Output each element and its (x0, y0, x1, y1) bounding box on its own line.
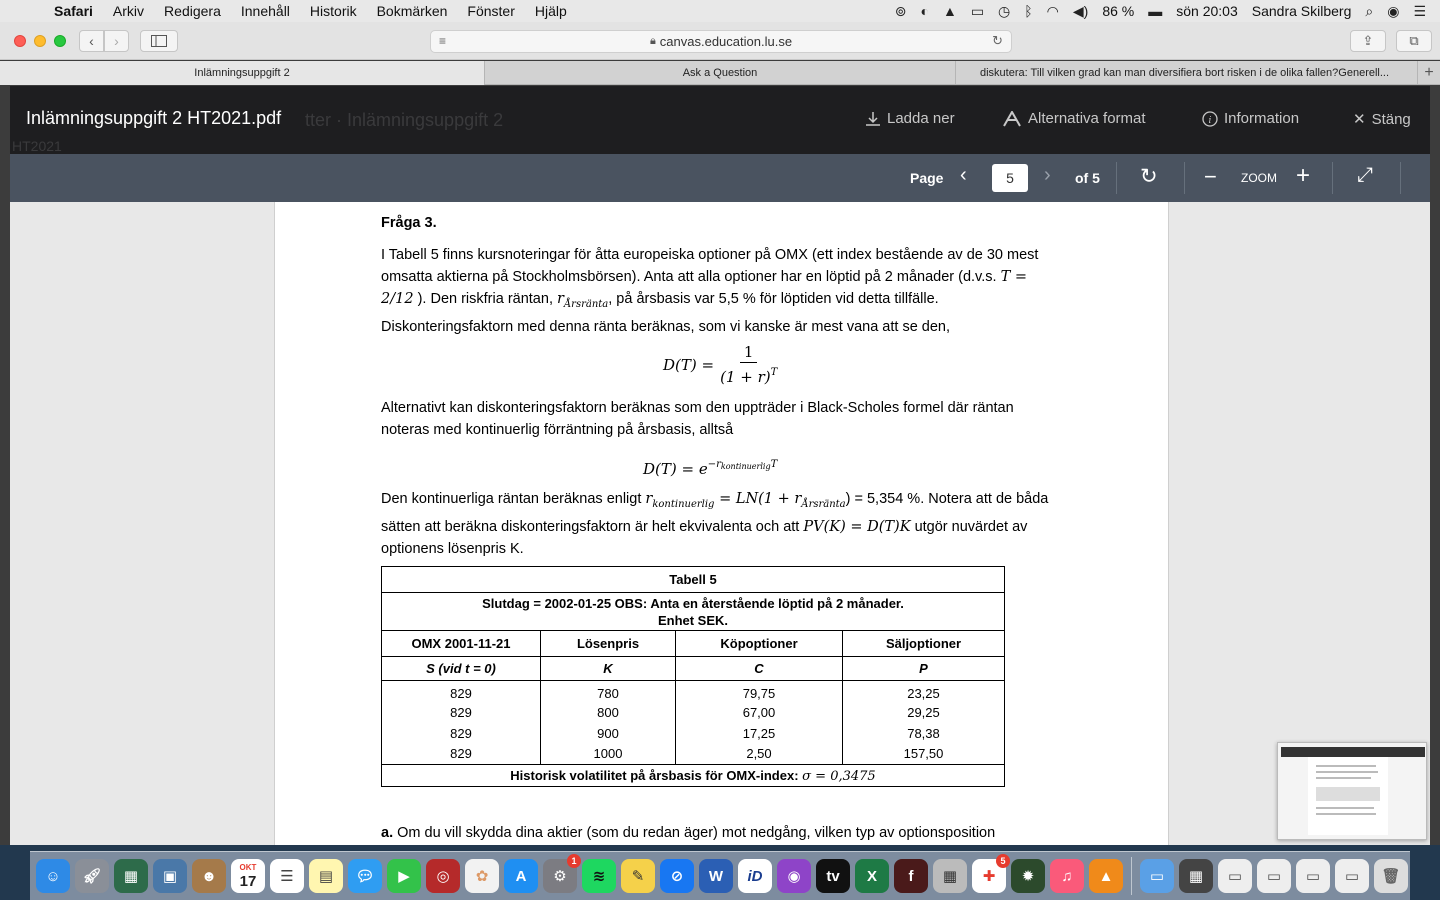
notification-badge: 5 (996, 854, 1010, 868)
mission-control-icon[interactable]: ▦ (114, 859, 148, 893)
toolbar-divider (1332, 162, 1333, 194)
finder-icon[interactable]: ☺ (36, 859, 70, 893)
facetime-icon[interactable]: ▶ (387, 859, 421, 893)
sidebar-icon (151, 35, 167, 47)
address-bar[interactable] (430, 30, 1012, 53)
pdf-page (274, 202, 1169, 845)
photo-booth-icon[interactable]: ◎ (426, 859, 460, 893)
table-header-put: Säljoptioner (843, 631, 1005, 657)
close-window-button[interactable] (14, 35, 26, 47)
pages-icon[interactable]: ✎ (621, 859, 655, 893)
vlc-icon[interactable]: ▲ (1089, 859, 1123, 893)
table-footer-volatility: Historisk volatilitet på årsbasis för OMX-index: σ = 0,3475 (382, 765, 1005, 787)
paragraph-intro: I Tabell 5 finns kursnoteringar för åtta europeiska optioner på OMX (ett index bestående av de 30 mest omsatta aktierna på Stockholmsbörsen). Anta att alla optioner har en löptid på 2 månader (d.v.s. T = 2/12 ). Den riskfria räntan, $r_{Årsränta}$, på årsbasis var 5,5 % för löptiden vid detta tillfälle. Diskonteringsfaktorn med denna ränta beräknas, som vi kanske är mest vana att se den, (381, 247, 1039, 335)
close-icon: ✕ (1353, 111, 1366, 128)
back-button[interactable] (79, 30, 104, 52)
table-row: 829 1000 2,50 157,50 (382, 744, 1005, 765)
airdrop-icon[interactable]: ⊚ (894, 2, 907, 19)
music-icon[interactable]: ♫ (1050, 859, 1084, 893)
menu-fonster[interactable]: Fönster (467, 3, 515, 19)
table-header-strike: Lösenpris (541, 631, 676, 657)
download-label: Ladda ner (887, 110, 955, 127)
dock-separator (1131, 857, 1132, 895)
vpn-icon[interactable]: ◐ (920, 3, 929, 19)
app-store-icon[interactable]: A (504, 859, 538, 893)
document-viewport[interactable] (10, 202, 1430, 845)
tab-bar (0, 61, 1440, 85)
calendar-icon[interactable]: OKT 17 (231, 859, 265, 893)
folder-icon[interactable]: ▭ (1140, 859, 1174, 893)
rotate-button[interactable]: ↻ (1140, 165, 1158, 188)
clock[interactable]: sön 20:03 (1176, 3, 1238, 19)
bluetooth-icon[interactable]: ᛒ (1024, 3, 1033, 19)
minimized-window-icon[interactable]: ▭ (1257, 859, 1291, 893)
table-header-call: Köpoptioner (676, 631, 843, 657)
share-button[interactable] (1350, 30, 1386, 52)
browser-toolbar (0, 22, 1440, 60)
menu-historik[interactable]: Historik (309, 3, 357, 19)
table-subheader-k: K (541, 657, 676, 681)
table-header-omx: OMX 2001-11-21 (382, 631, 541, 657)
reminders-icon[interactable]: ☰ (270, 859, 304, 893)
launchpad-icon[interactable]: 🚀︎ (75, 859, 109, 893)
table-subheader-s: S (vid t = 0) (382, 657, 541, 681)
podcasts-icon[interactable]: ◉ (777, 859, 811, 893)
fullscreen-window-button[interactable] (54, 35, 66, 47)
question-heading: Fråga 3. (381, 215, 437, 231)
notification-center-icon[interactable]: ☰ (1413, 2, 1426, 19)
apple-tv-icon[interactable]: tv (816, 859, 850, 893)
reader-view-icon[interactable]: ≡ (439, 34, 447, 48)
table-subtitle: Slutdag = 2002-01-25 OBS: Anta en återstående löptid på 2 månader. Enhet SEK. (382, 593, 1005, 631)
document-title: Inlämningsuppgift 2 HT2021.pdf (26, 108, 282, 128)
messages-icon[interactable]: 💬︎ (348, 859, 382, 893)
word-icon[interactable]: W (699, 859, 733, 893)
user-name[interactable]: Sandra Skilberg (1251, 3, 1352, 19)
paragraph-continuous-rate: Den kontinuerliga räntan beräknas enligt $r_{kontinuerlig} = LN(1 + r_{Årsränta}) = 5,354$ %. Notera att de båda sätten att beräkna diskonteringsfaktorn är helt ekvivalenta och att PV(K) = D(T)K utgör nuvärdet av optionens lösenpris K. (381, 491, 1049, 557)
safari-icon[interactable]: ⊘ (660, 859, 694, 893)
menu-hjalp[interactable]: Hjälp (534, 3, 567, 19)
tabs-icon: ⧉ (1409, 33, 1419, 48)
alternative-format-button[interactable] (1002, 110, 1146, 127)
toolbar-divider (1400, 162, 1401, 194)
calculator-icon[interactable]: ▦ (933, 859, 967, 893)
window-thumbnail-preview[interactable] (1277, 742, 1427, 840)
airplay-icon[interactable]: ▭ (970, 2, 985, 19)
menu-innehall[interactable]: Innehåll (240, 3, 290, 19)
chevron-left-icon: ‹ (89, 33, 94, 49)
table-row: 829 780 79,75 23,25 (382, 681, 1005, 702)
menu-redigera[interactable]: Redigera (164, 3, 221, 19)
calculator-app-icon[interactable]: ▦ (1179, 859, 1213, 893)
preview-icon[interactable]: ▣ (153, 859, 187, 893)
information-button[interactable] (1202, 110, 1299, 127)
share-icon: ⇪ (1362, 33, 1374, 48)
flash-icon[interactable]: f (894, 859, 928, 893)
contacts-icon[interactable]: ☻ (192, 859, 226, 893)
solver-icon[interactable]: ✹ (1011, 859, 1045, 893)
minimized-window-icon[interactable]: ▭ (1335, 859, 1369, 893)
notification-badge: 1 (567, 854, 581, 868)
spotlight-icon[interactable]: ⌕ (1365, 2, 1374, 19)
zoom-label: ZOOM (1241, 171, 1277, 185)
volume-icon[interactable]: ◀) (1072, 2, 1089, 19)
question-part-a: a. Om du vill skydda dina aktier (som du redan äger) mot nedgång, vilken typ av optionsposition (381, 825, 996, 841)
table-subheader-p: P (843, 657, 1005, 681)
toolbar-divider (1116, 162, 1117, 194)
pdf-toolbar (10, 154, 1430, 202)
page-total: of 5 (1075, 170, 1100, 186)
bankid-icon[interactable]: iD (738, 859, 772, 893)
photos-icon[interactable]: ✿ (465, 859, 499, 893)
formula-continuous: $D(T) = e^{-r_{kontinuerlig}T}$ (643, 459, 778, 478)
lock-icon: 🔒︎ (649, 35, 656, 47)
dock (30, 851, 1410, 900)
table-row: 829 900 17,25 78,38 (382, 723, 1005, 744)
viewer-header (10, 86, 1430, 154)
zoom-in-button[interactable]: + (1296, 162, 1311, 189)
trash-icon[interactable]: 🗑︎ (1374, 859, 1408, 893)
minimized-window-icon[interactable]: ▭ (1218, 859, 1252, 893)
menu-app[interactable]: Safari (54, 3, 93, 19)
menu-bar (0, 0, 1440, 22)
download-icon (865, 111, 881, 127)
minimized-window-icon[interactable]: ▭ (1296, 859, 1330, 893)
alternative-format-label: Alternativa format (1028, 110, 1146, 127)
sidebar-toggle-button[interactable] (140, 30, 178, 52)
toolbar-divider (1184, 162, 1185, 194)
info-icon (1202, 111, 1218, 127)
time-machine-icon[interactable]: ◷ (998, 2, 1011, 19)
table-subheader-c: C (676, 657, 843, 681)
menu-bokmarken[interactable]: Bokmärken (376, 3, 448, 19)
reload-icon[interactable]: ↻ (992, 33, 1003, 48)
page-number-input[interactable]: 5 (992, 164, 1028, 192)
excel-icon[interactable]: X (855, 859, 889, 893)
menu-arkiv[interactable]: Arkiv (112, 3, 145, 19)
tab-overview-button[interactable] (1396, 30, 1432, 52)
download-button[interactable] (865, 110, 955, 127)
paragraph-black-scholes: Alternativt kan diskonteringsfaktorn beräknas som den uppträder i Black-Scholes formel där räntan noteras med kontinuerlig förräntning på årsbasis, alltså (381, 400, 1014, 438)
page-label: Page (910, 170, 944, 186)
zoom-out-button[interactable]: − (1204, 164, 1217, 189)
notes-icon[interactable]: ▤ (309, 859, 343, 893)
options-table (381, 566, 1005, 787)
table-title: Tabell 5 (382, 567, 1005, 593)
tab-ask-question[interactable]: Ask a Question (485, 61, 956, 85)
fullscreen-button[interactable]: ⤢ (1357, 164, 1373, 186)
tab-inlamningsuppgift[interactable]: Inlämningsuppgift 2 (0, 61, 485, 85)
new-tab-button[interactable]: + (1424, 63, 1434, 81)
app-icon[interactable]: ✚ 5 (972, 859, 1006, 893)
chevron-right-icon: › (114, 33, 119, 49)
upload-icon[interactable]: ▲ (942, 3, 957, 19)
close-label: Stäng (1371, 110, 1411, 128)
formula-discount-factor: D(T) = $\frac{1}{(1 + r)^T}$ (663, 343, 778, 386)
next-page-button[interactable]: › (1044, 164, 1051, 186)
tab-diskutera[interactable]: diskutera: Till vilken grad kan man diversifiera bort risken i de olika fallen?Generell... (956, 61, 1418, 85)
battery-percent[interactable]: 86 % (1102, 3, 1135, 19)
previous-page-button[interactable]: ‹ (960, 164, 967, 186)
minimize-window-button[interactable] (34, 35, 46, 47)
close-viewer-button[interactable] (1353, 110, 1411, 128)
spotify-icon[interactable]: ≋ (582, 859, 616, 893)
wifi-icon[interactable]: ◠ (1046, 2, 1059, 19)
svg-text:i: i (1208, 115, 1212, 126)
information-label: Information (1224, 110, 1300, 127)
siri-icon[interactable]: ◉ (1387, 2, 1400, 19)
table-row: 829 800 67,00 29,25 (382, 702, 1005, 723)
battery-icon[interactable]: ▬ (1148, 3, 1163, 19)
forward-button[interactable] (104, 30, 129, 52)
system-preferences-icon[interactable]: ⚙ 1 (543, 859, 577, 893)
background-page-title: tter · Inlämningsuppgift 2 (305, 110, 504, 130)
background-page-subtitle: HT2021 (12, 138, 62, 154)
alternative-format-icon (1002, 111, 1022, 127)
url-text[interactable]: canvas.education.lu.se (659, 34, 793, 49)
